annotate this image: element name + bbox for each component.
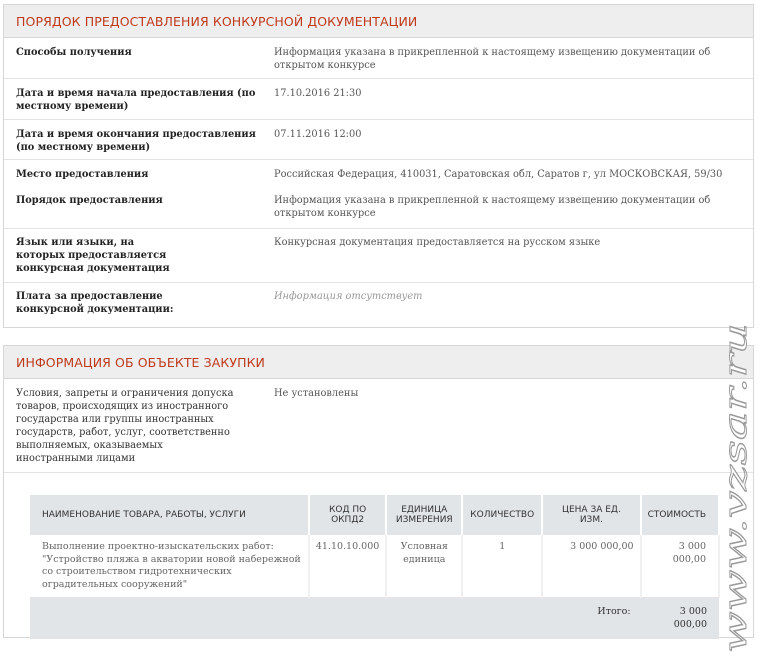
row-value: Российская Федерация, 410031, Саратовская обл, Саратов г, ул МОСКОВСКАЯ, 59/30: [274, 169, 723, 180]
restrictions-label: Условия, запреты и ограничения допуска товаров, происходящих из иностранного государства или группы иностранных государств, работ, услуг, соответственно выполняемых, оказываемых иностранными лицами: [16, 388, 234, 464]
cell-okpd2: 41.10.10.000: [309, 535, 386, 598]
col-header-unit-price: ЦЕНА ЗА ЕД. ИЗМ.: [542, 495, 640, 535]
row-value: Информация указана в прикрепленной к настоящему извещению документации об открытом конкурсе: [274, 195, 711, 219]
row-value: 17.10.2016 21:30: [274, 88, 362, 99]
table-header-row: [30, 495, 719, 535]
row-label: Дата и время начала предоставления (по местному времени): [16, 88, 256, 112]
row-label: Место предоставления: [16, 169, 149, 180]
info-row: [4, 120, 753, 160]
object-section-title: ИНФОРМАЦИЯ ОБ ОБЪЕКТЕ ЗАКУПКИ: [16, 354, 266, 370]
row-value-missing: Информация отсутствует: [274, 291, 423, 302]
cell-quantity: 1: [462, 535, 542, 598]
restrictions-value: Не установлены: [274, 388, 359, 399]
row-label: Дата и время окончания предоставления (по местному времени): [16, 129, 256, 153]
cell-name: Выполнение проектно-изыскательских работ: "Устройство пляжа в акватории новой набережной со строительством гидротехнических оградительных сооружений": [30, 535, 309, 598]
row-label: Порядок предоставления: [16, 195, 163, 206]
row-label: Плата за предоставление конкурсной документации:: [16, 291, 174, 315]
object-section-header: [4, 346, 753, 379]
cell-unit-price: 3 000 000,00: [542, 535, 640, 598]
total-value: 3 000 000,00: [641, 598, 719, 640]
col-header-name: НАИМЕНОВАНИЕ ТОВАРА, РАБОТЫ, УСЛУГИ: [30, 495, 309, 535]
docs-section-panel: [3, 4, 754, 328]
purchase-items-table: [30, 495, 720, 639]
col-header-unit: ЕДИНИЦА ИЗМЕРЕНИЯ: [386, 495, 462, 535]
info-row: [4, 229, 753, 283]
table-row: [30, 535, 719, 598]
info-row: [4, 189, 753, 229]
cell-unit: Условная единица: [386, 535, 462, 598]
row-value: Информация указана в прикрепленной к настоящему извещению документации об открытом конкурсе: [274, 47, 711, 71]
docs-section-header: [4, 5, 753, 38]
row-value: 07.11.2016 12:00: [274, 129, 362, 140]
row-label: Язык или языки, на которых предоставляется конкурсная документация: [16, 237, 170, 274]
info-row: [4, 38, 753, 79]
cell-cost: 3 000 000,00: [641, 535, 719, 598]
total-label: Итого:: [542, 598, 640, 640]
info-row: [4, 160, 753, 189]
docs-section-title: ПОРЯДОК ПРЕДОСТАВЛЕНИЯ КОНКУРСНОЙ ДОКУМЕНТАЦИИ: [16, 13, 418, 29]
col-header-quantity: КОЛИЧЕСТВО: [462, 495, 542, 535]
row-value: Конкурсная документация предоставляется на русском языке: [274, 237, 601, 248]
watermark: [712, 318, 762, 653]
info-row: [4, 79, 753, 120]
col-header-cost: СТОИМОСТЬ: [641, 495, 719, 535]
watermark-text: www.vzsar.ru: [718, 442, 754, 653]
restrictions-row: [4, 379, 753, 473]
info-row: [4, 283, 753, 327]
col-header-okpd2: КОД ПО ОКПД2: [309, 495, 386, 535]
table-total-row: [30, 598, 719, 640]
row-label: Способы получения: [16, 47, 132, 58]
